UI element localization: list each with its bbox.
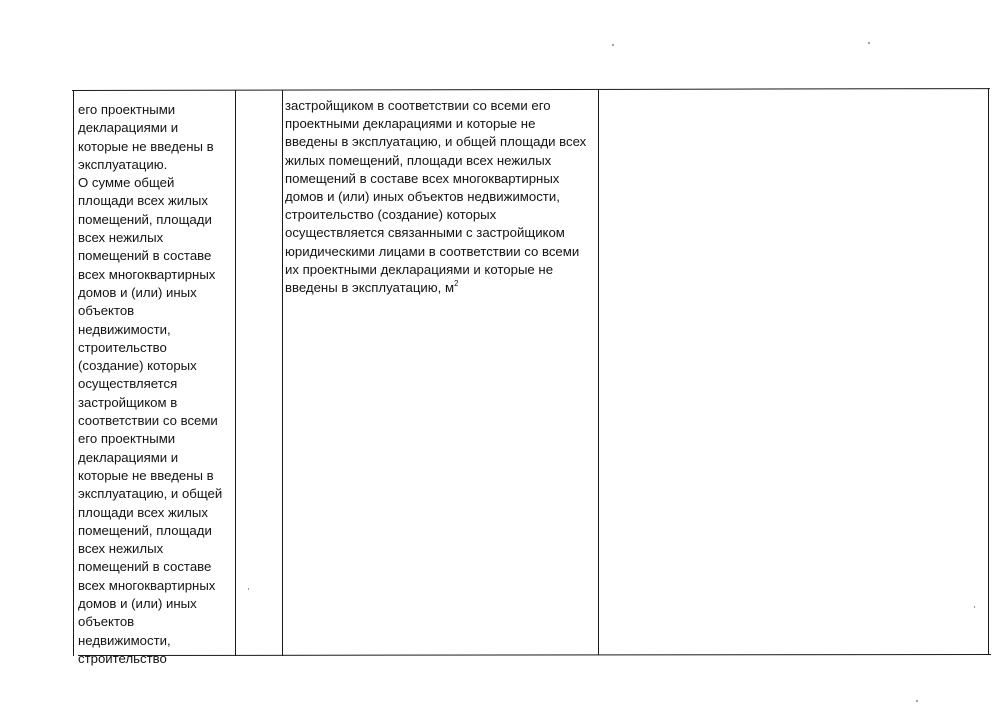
table-right-border [988,88,989,654]
scan-speck [248,588,249,590]
table-column-divider-3 [598,89,599,655]
table-cell-col1: его проектными декларациями и которые не введены в эксплуатацию. О сумме общей площади всех жилых помещений, площади всех нежилых помещений в составе всех многоквартирных домов и (или) иных объектов недвижимости, строительство (создание) которых осуществляется застройщиком в соответствии со всеми его проектными декларациями и которые не введены в эксплуатацию, и общей площади всех жилых помещений, площади всех нежилых помещений в составе всех многоквартирных домов и (или) иных объектов недвижимости, строительство [78,102,223,666]
area-unit-superscript: 2 [454,279,459,289]
col3-text: застройщиком в соответствии со всеми его проектными декларациями и которые не введены в эксплуатацию, и общей площади всех жилых помещений, площади всех нежилых помещений в составе всех многоквартирных домов и (или) иных объектов недвижимости, строительство (создание) которых осуществляется связанными с застройщиком юридическими лицами в соответствии со всеми их проектными декларациями и которые не введены в эксплуатацию, м [285,98,587,296]
table-cell-col3 [285,97,595,297]
scan-speck [974,606,975,608]
scan-speck [916,700,918,702]
table-column-divider-2 [282,90,283,656]
table-left-border [73,90,74,656]
scan-speck [612,44,614,46]
table-top-border [72,88,990,91]
scan-speck [868,42,870,44]
